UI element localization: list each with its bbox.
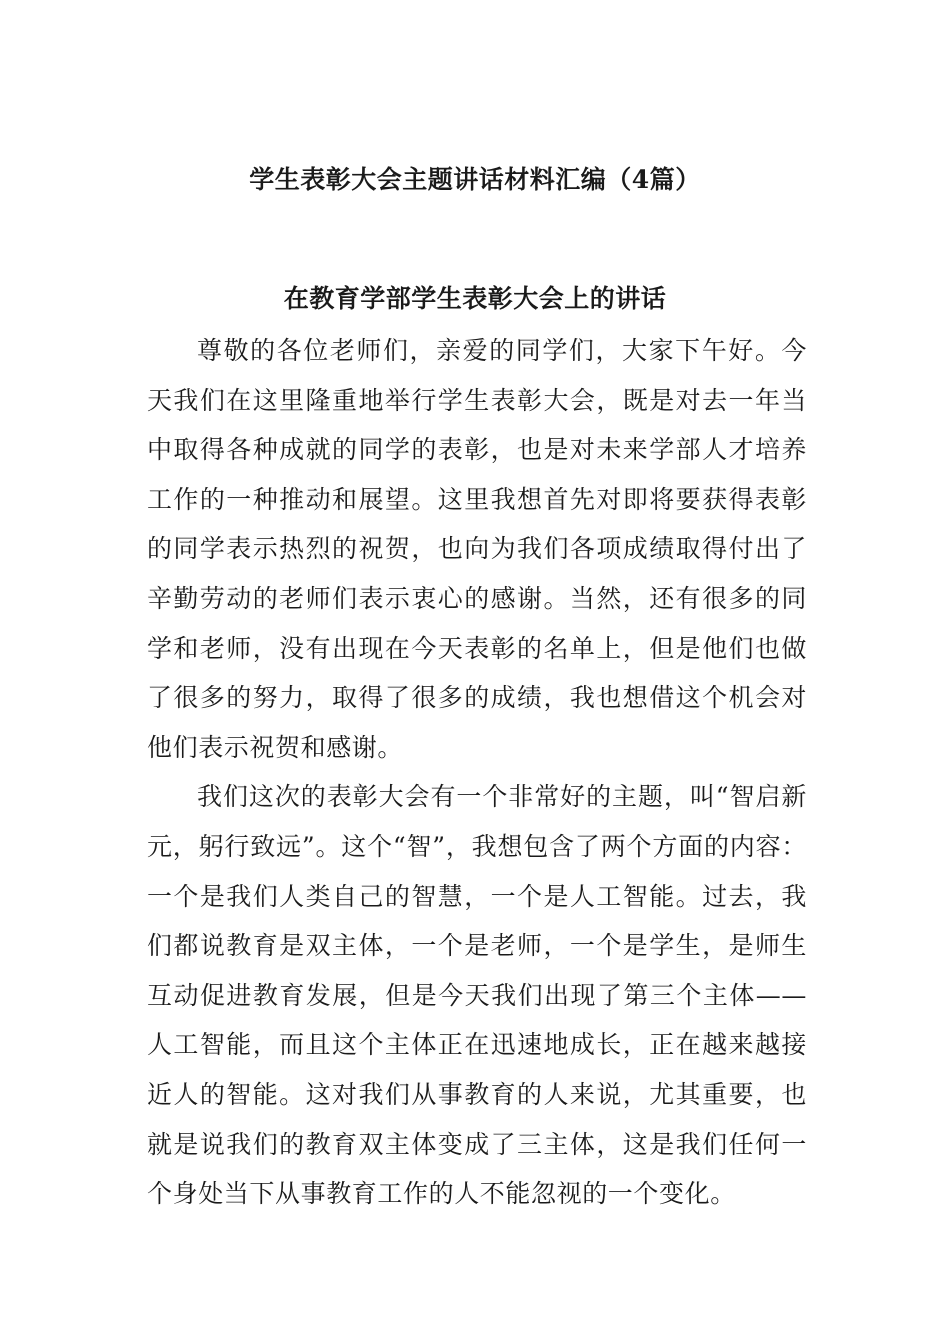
paragraph: 我们这次的表彰大会有一个非常好的主题，叫“智启新元，躬行致远”。这个“智”，我想包含了两个方面的内容：一个是我们人类自己的智慧，一个是人工智能。过去，我们都说教育是双主体，一个是老师，一个是学生，是师生互动促进教育发展，但是今天我们出现了第三个主体——人工智能，而且这个主体正在迅速地成长，正在越来越接近人的智能。这对我们从事教育的人来说，尤其重要，也就是说我们的教育双主体变成了三主体，这是我们任何一个身处当下从事教育工作的人不能忽视的一个变化。 [147,782,807,1209]
section-title: 在教育学部学生表彰大会上的讲话 [283,284,667,313]
paragraph: 尊敬的各位老师们，亲爱的同学们，大家下午好。今天我们在这里隆重地举行学生表彰大会，既是对去一年当中取得各种成就的同学的表彰，也是对未来学部人才培养工作的一种推动和展望。这里我想首先对即将要获得表彰的同学表示热烈的祝贺，也向为我们各项成绩取得付出了辛勤劳动的老师们表示衷心的感谢。当然，还有很多的同学和老师，没有出现在今天表彰的名单上，但是他们也做了很多的努力，取得了很多的成绩，我也想借这个机会对他们表示祝贺和感谢。 [147,336,807,762]
document-title: 学生表彰大会主题讲话材料汇编（4篇） [249,165,701,194]
document-body [147,326,807,1219]
